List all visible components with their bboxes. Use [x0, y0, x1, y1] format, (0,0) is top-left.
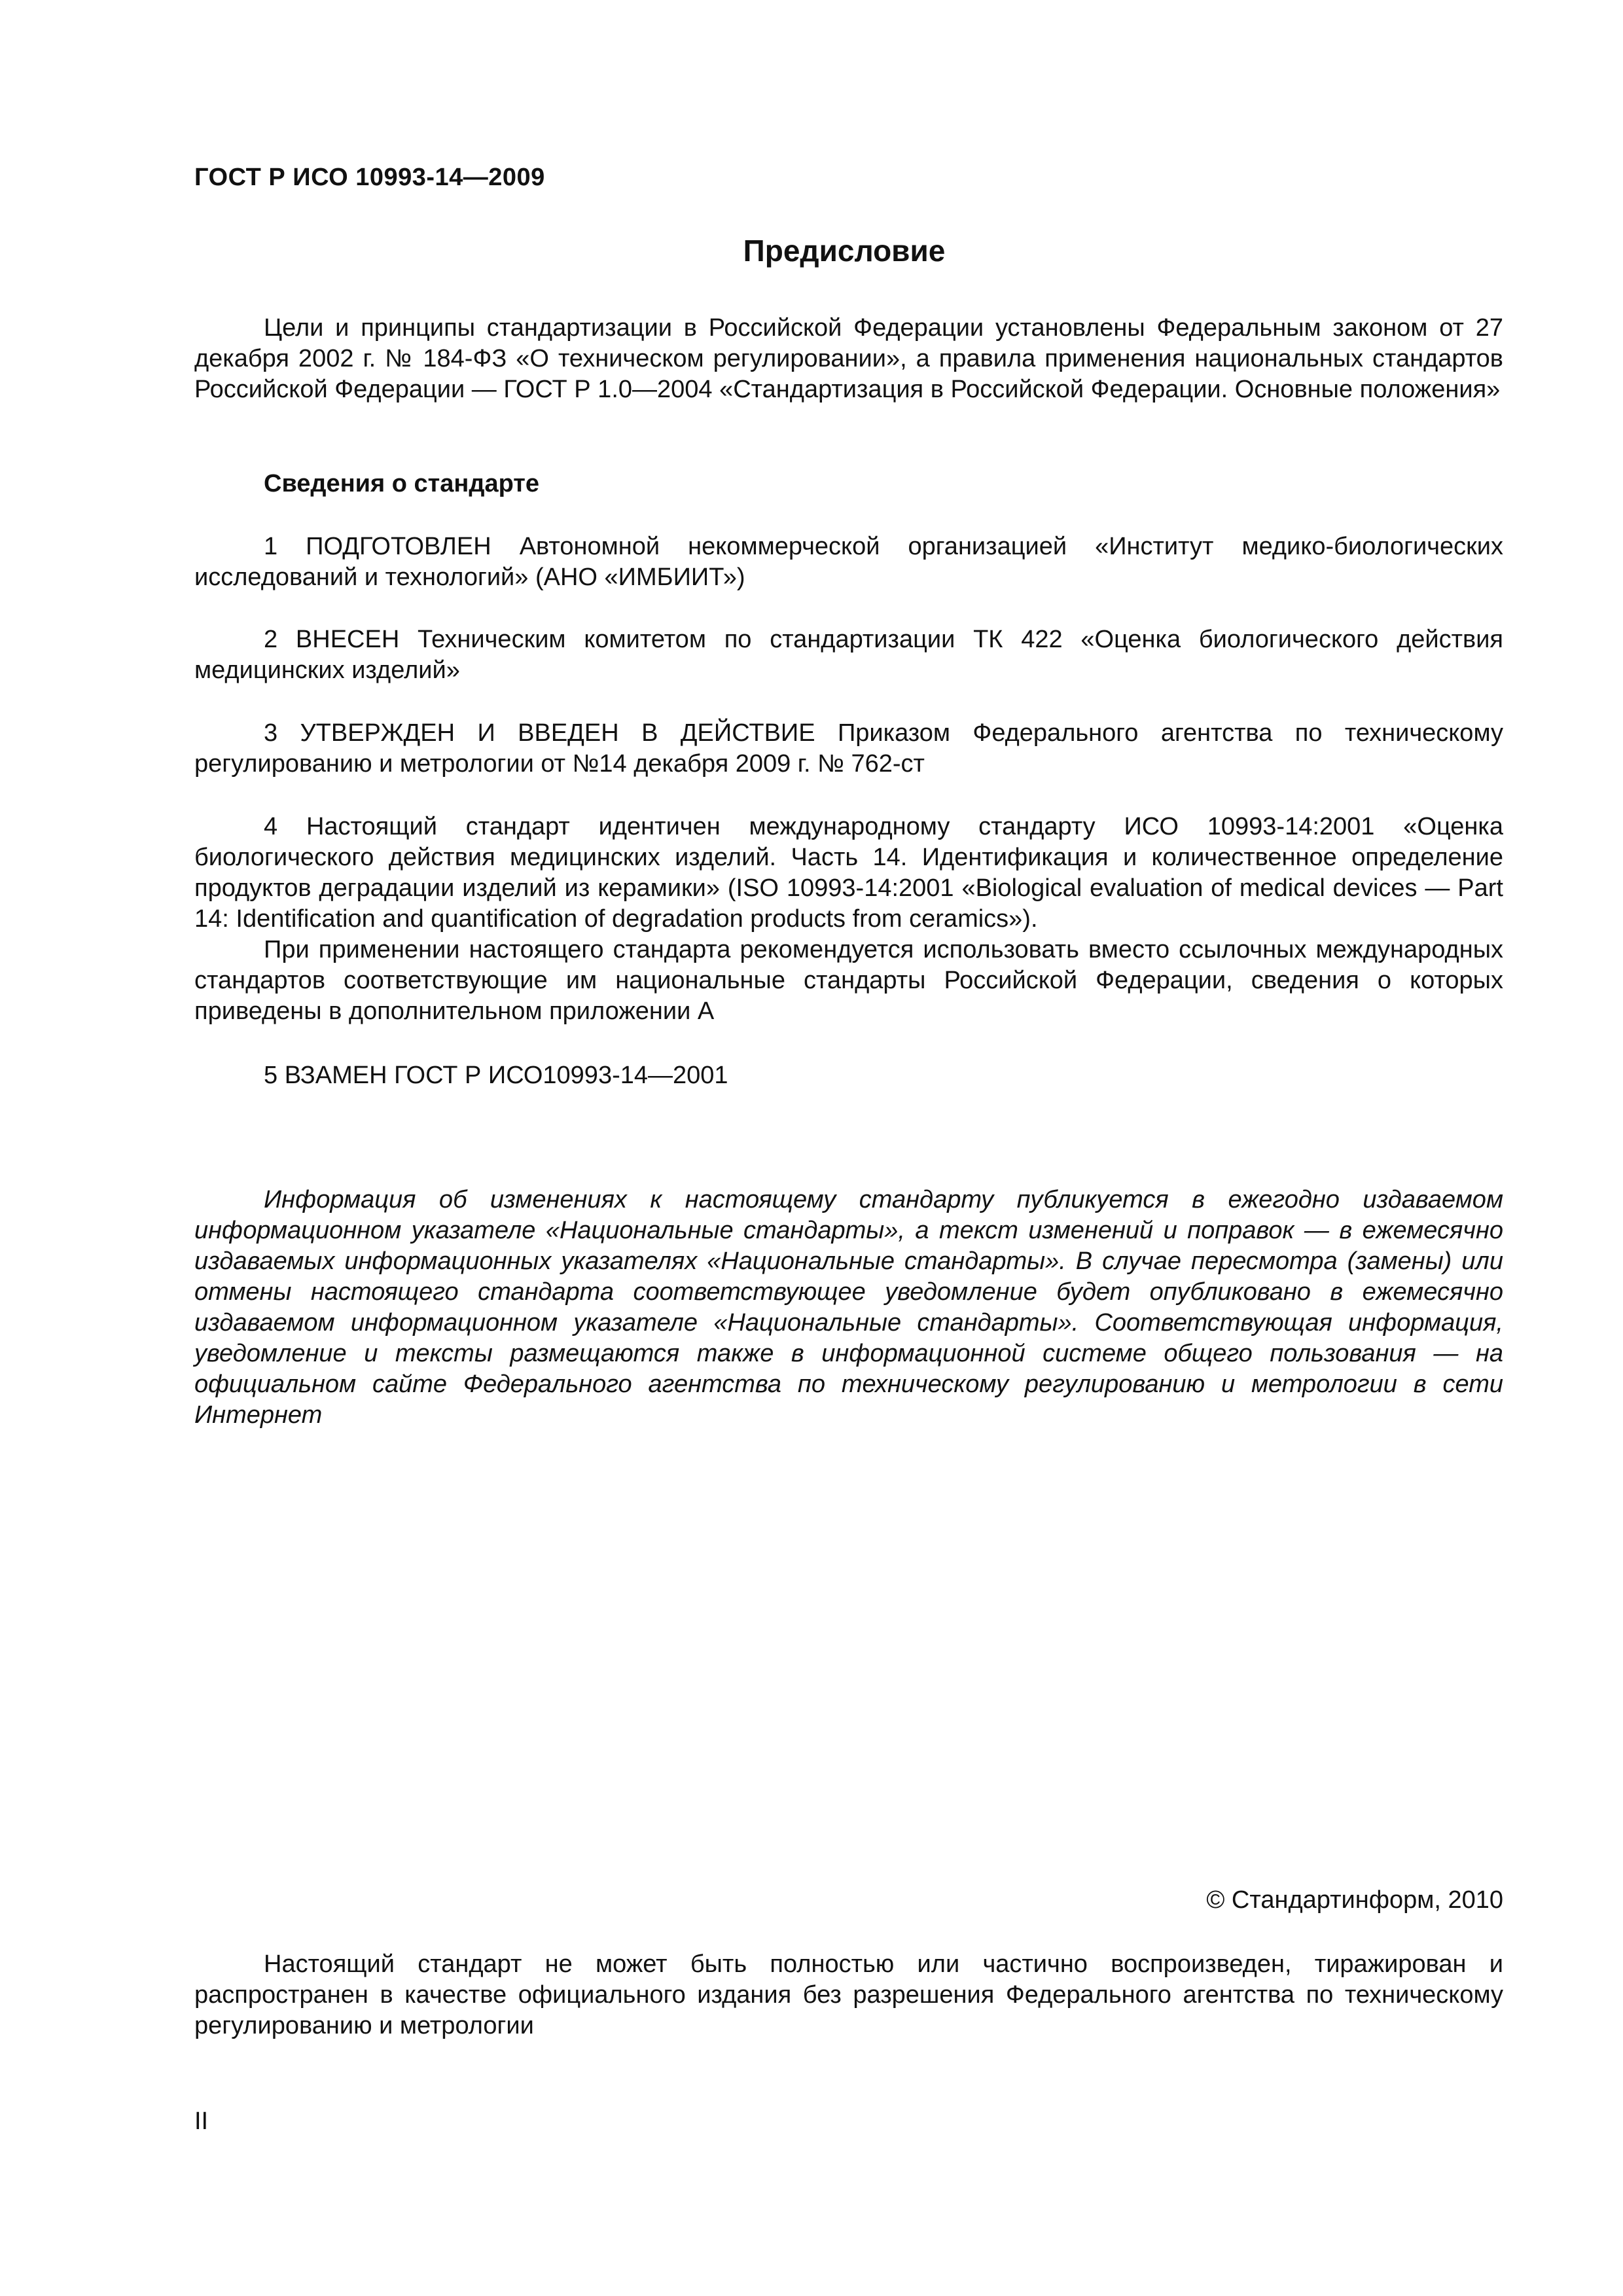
item-2-paragraph: 2 ВНЕСЕН Техническим комитетом по стандартизации ТК 422 «Оценка биологического действия медицинских изделий» [194, 626, 1503, 684]
item-3-paragraph: 3 УТВЕРЖДЕН И ВВЕДЕН В ДЕЙСТВИЕ Приказом Федерального агентства по техническому регулированию и метрологии от №14 декабря 2009 г. № 762-ст [194, 719, 1503, 778]
item-5-section [194, 1060, 1503, 1091]
page-title: Предисловие [743, 234, 946, 268]
reproduction-notice-section [194, 1949, 1503, 2041]
copyright-line: © Стандартинформ, 2010 [1206, 1886, 1503, 1914]
document-code: ГОСТ Р ИСО 10993-14—2009 [194, 164, 545, 191]
item-1-section [194, 531, 1503, 593]
item-3-section [194, 718, 1503, 780]
page-number: II [194, 2108, 209, 2135]
standard-info-heading: Сведения о стандарте [264, 470, 540, 497]
item-2-section [194, 624, 1503, 686]
item-4-note-paragraph: При применении настоящего стандарта рекомендуется использовать вместо ссылочных международных стандартов соответствующие им национальные стандарты Российской Федерации, сведения о которых приведены в дополнительном приложении А [194, 936, 1503, 1025]
reproduction-notice-paragraph: Настоящий стандарт не может быть полностью или частично воспроизведен, тиражирован и распространен в качестве официального издания без разрешения Федерального агентства по техническому регулированию и метрологии [194, 1950, 1503, 2039]
item-4-paragraph: 4 Настоящий стандарт идентичен международному стандарту ИСО 10993-14:2001 «Оценка биологического действия медицинских изделий. Часть 14. Идентификация и количественное определение продуктов деградации изделий из керамики» (ISO 10993-14:2001 «Biological evaluation of medical devices — Part 14: Identification and quantification of degradation products from ceramics»). [194, 813, 1503, 933]
item-5-paragraph: 5 ВЗАМЕН ГОСТ Р ИСО10993-14—2001 [264, 1062, 728, 1089]
intro-section [194, 313, 1503, 405]
intro-paragraph: Цели и принципы стандартизации в Российской Федерации установлены Федеральным законом от 27 декабря 2002 г. № 184-ФЗ «О техническом регулировании», а правила применения национальных стандартов Российской Федерации — ГОСТ Р 1.0—2004 «Стандартизация в Российской Федерации. Основные положения» [194, 314, 1503, 403]
changes-info-section [194, 1185, 1503, 1431]
item-1-paragraph: 1 ПОДГОТОВЛЕН Автономной некоммерческой организацией «Институт медико-биологических исследований и технологий» (АНО «ИМБИИТ») [194, 533, 1503, 591]
changes-info-paragraph: Информация об изменениях к настоящему стандарту публикуется в ежегодно издаваемом информационном указателе «Национальные стандарты», а текст изменений и поправок — в ежемесячно издаваемых информационных указателях «Национальные стандарты». В случае пересмотра (замены) или отмены настоящего стандарта соответствующее уведомление будет опубликовано в ежемесячно издаваемом информационном указателе «Национальные стандарты». Соответствующая информация, уведомление и тексты размещаются также в информационной системе общего пользования — на официальном сайте Федерального агентства по техническому регулированию и метрологии в сети Интернет [194, 1186, 1503, 1429]
item-4-section [194, 812, 1503, 1027]
